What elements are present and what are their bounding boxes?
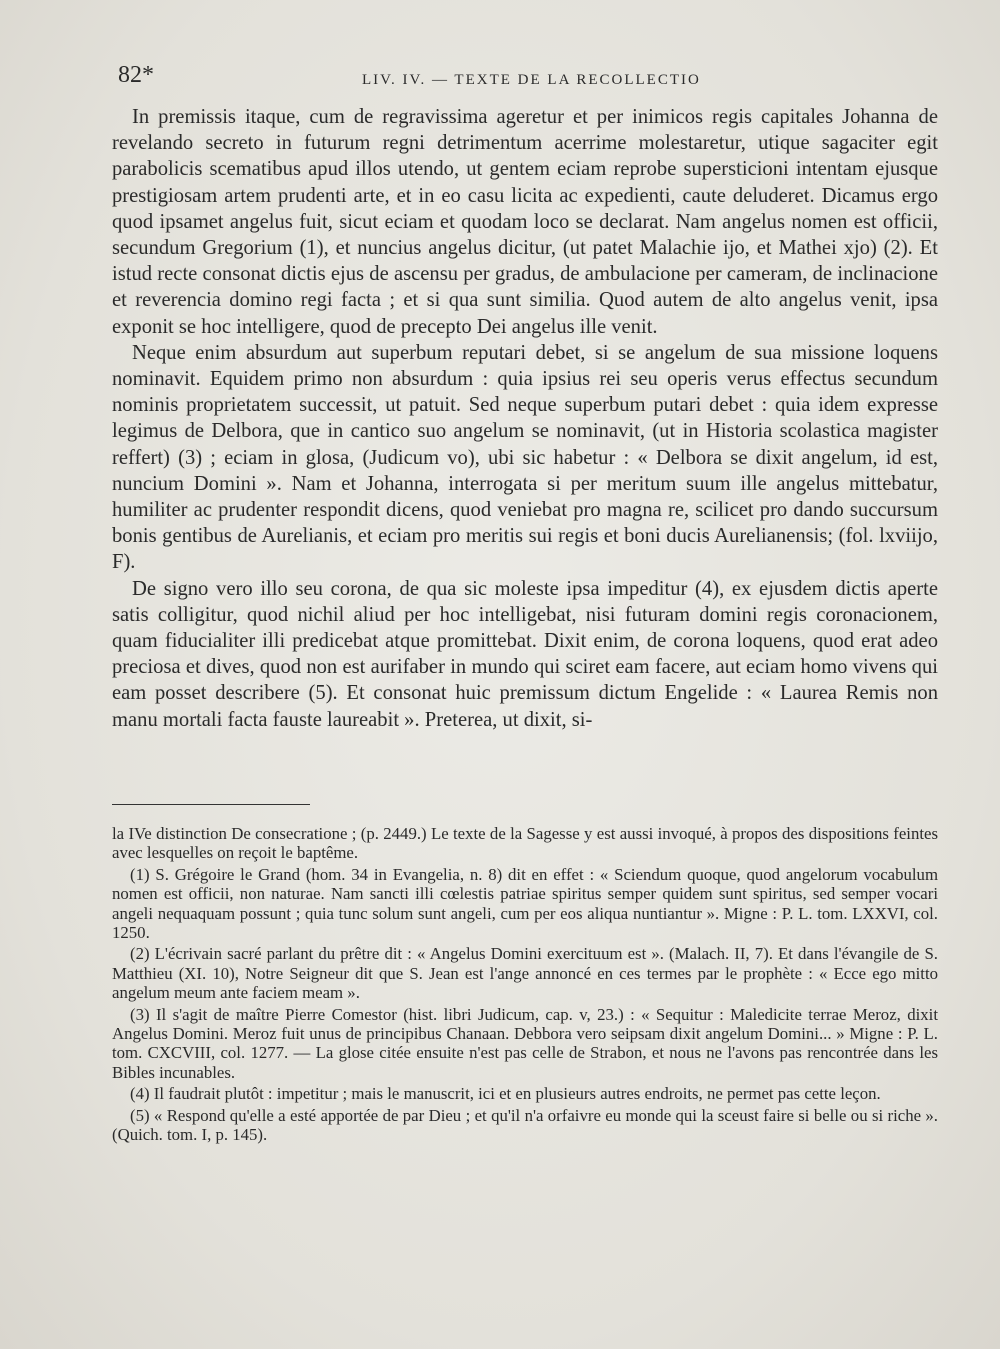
page-number: 82* [118,62,154,88]
footnote-continuation: la IVe distinction De consecratione ; (p. 2449.) Le texte de la Sagesse y est aussi invoqué, à propos des dispositions feintes avec lesquelles on reçoit le baptême. [112,824,938,863]
paragraph: De signo vero illo seu corona, de qua sic moleste ipsa impeditur (4), ex ejusdem dictis aperte satis colligitur, quod nichil aliud per hoc intelligebat, nisi futuram domini regis coronacionem, quam fiducialiter illi predicebat atque promittebat. Dixit enim, de corona loquens, quod erat adeo preciosa et dives, quod non est aurifaber in mundo qui sciret eam facere, aut eciam homo vivens qui eam posset describere (5). Et consonat huic premissum dictum Engelide : « Laurea Remis non manu mortali facta fauste laureabit ». Preterea, ut dixit, si- [112,577,938,731]
footnote: (1) S. Grégoire le Grand (hom. 34 in Evangelia, n. 8) dit en effet : « Sciendum quoque, quod angelorum vocabulum nomen est officii, non naturae. Nam sancti illi cœlestis patriae spiritus semper quidem sunt spiritus, sed semper vocari angeli nequaquam possunt ; quia tunc solum sunt angeli, cum per eos aliqua nuntiantur ». Migne : P. L. tom. LXXVI, col. 1250. [112,864,938,943]
footnotes [112,824,938,1147]
footnote: (5) « Respond qu'elle a esté apportée de par Dieu ; et qu'il n'a orfaivre eu monde qui la sceust faire si belle ou si riche ». (Quich. tom. I, p. 145). [112,1105,938,1145]
footnote: (2) L'écrivain sacré parlant du prêtre dit : « Angelus Domini exercituum est ». (Malach. II, 7). Et dans l'évangile de S. Matthieu (XI. 10), Notre Seigneur dit que S. Jean est l'ange annoncé en ces termes par le prophète : « Ecce ego mitto angelum meum ante faciem meam ». [112,944,938,1003]
paragraph: Neque enim absurdum aut superbum reputari debet, si se angelum de sua missione loquens nominavit. Equidem primo non absurdum : quia ipsius rei seu operis verus effectus secundum nominis proprietatem successit, ut patuit. Sed neque superbum putari debet : quia idem expresse legimus de Delbora, que in cantico suo angelum se nominavit, (ut in Historia scolastica magister reffert) (3) ; eciam in glosa, (Judicum vo), ubi sic habetur : « Delbora se dixit angelum, id est, nuncium Domini ». Nam et Johanna, interrogata si per meritum suum ille angelus mittebatur, humiliter ac prudenter respondit dicens, quod veniebat pro magna re, scilicet pro dando succursum bonis gentibus de Aurelianis, et eciam pro meritis sui regis et boni ducis Aurelianensis; (fol. lxviijo, F). [112,341,938,574]
footnote: (3) Il s'agit de maître Pierre Comestor (hist. libri Judicum, cap. v, 23.) : « Sequitur : Maledicite terrae Meroz, dixit Angelus Domini. Meroz fuit unus de principibus Chanaan. Debbora vero seipsam dixit angelum Domini... » Migne : P. L. tom. CXCVIII, col. 1277. — La glose citée ensuite n'est pas celle de Strabon, et nous ne l'avons pas rencontrée dans les Bibles incunables. [112,1004,938,1082]
main-text [112,104,938,733]
footnote-separator [112,804,310,805]
running-head: LIV. IV. — TEXTE DE LA RECOLLECTIO [362,72,701,88]
paragraph: In premissis itaque, cum de regravissima ageretur et per inimicos regis capitales Johanna de revelando secreto in futurum regni detrimentum acerrime molestaretur, utique sagaciter egit parabolicis scematibus apud illos utendo, ut gentem eciam reprobe supersticioni intentam ejusque prestigiosam artem prudenti arte, et in eo casu licita ac expedienti, caute deluderet. Dicamus ergo quod ipsamet angelus fuit, sicut eciam et quodam loco se declarat. Nam angelus nomen est officii, secundum Gregorium (1), et nuncius angelus dicitur, (ut patet Malachie ijo, et Mathei xjo) (2). Et istud recte consonat dictis ejus de ascensu per gradus, de ambulacione per cameram, de inclinacione et reverencia domino regi facta ; et si qua sunt similia. Quod autem de alto angelus venit, ipsa exponit se hoc intelligere, quod de precepto Dei angelus ille venit. [112,106,938,338]
page-header [112,62,940,92]
footnote: (4) Il faudrait plutôt : impetitur ; mais le manuscrit, ici et en plusieurs autres endroits, ne permet pas cette leçon. [130,1084,881,1104]
